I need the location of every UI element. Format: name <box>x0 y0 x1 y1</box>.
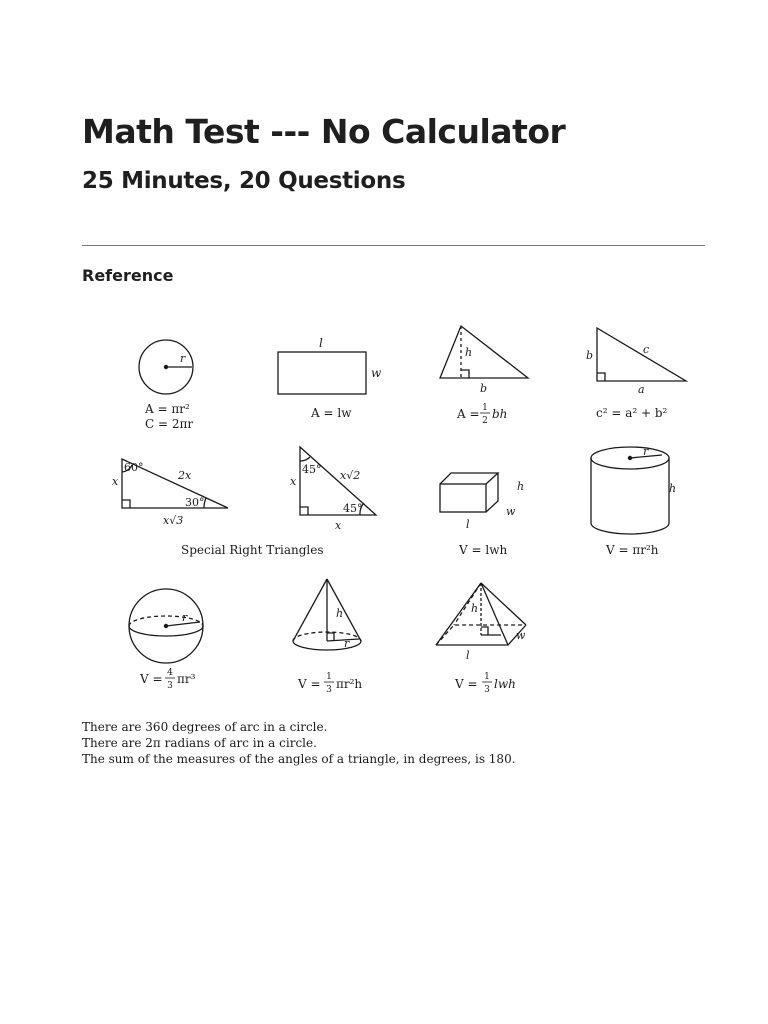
cone-fraction-denominator: 3 <box>326 685 332 695</box>
cone-fraction-numerator: 1 <box>326 672 332 682</box>
pyramid-fraction-denominator: 3 <box>484 685 490 695</box>
triangle-fraction-denominator: 2 <box>482 416 488 426</box>
cylinder-height-label: h <box>669 482 677 495</box>
box-width-label: w <box>506 505 516 518</box>
pythagorean-formula: c² = a² + b² <box>596 406 668 420</box>
triangle-figure <box>440 326 528 378</box>
circle-figure <box>139 340 193 394</box>
angle-45-top-label: 45° <box>302 463 322 476</box>
angle-45-bottom-label: 45° <box>343 502 363 515</box>
side-x-root2-label: x√2 <box>340 469 361 482</box>
triangle-45-45-90-figure <box>300 447 376 515</box>
pyramid-figure <box>436 583 526 645</box>
pyramid-formula-suffix: lwh <box>494 677 516 691</box>
cone-figure <box>293 579 361 650</box>
box-figure <box>440 473 498 512</box>
circle-area-formula: A = πr² <box>145 402 190 416</box>
right-triangle-hypotenuse-label: c <box>643 343 650 356</box>
cylinder-volume-formula: V = πr²h <box>606 543 659 557</box>
pyramid-width-label: w <box>516 629 526 642</box>
side-2x-label: 2x <box>178 469 192 482</box>
triangle-fraction-numerator: 1 <box>482 403 488 413</box>
special-right-triangles-caption: Special Right Triangles <box>181 543 324 557</box>
sphere-figure <box>129 589 203 663</box>
angle-30-label: 30° <box>185 496 205 509</box>
sphere-fraction-denominator: 3 <box>167 681 173 691</box>
sphere-formula-suffix: πr³ <box>177 672 196 686</box>
right-triangle-leg-b-label: b <box>586 349 594 362</box>
cylinder-radius-label: r <box>643 445 649 458</box>
triangle-formula-prefix: A = <box>457 407 480 421</box>
sphere-formula-prefix: V = <box>140 672 163 686</box>
page-subtitle: 25 Minutes, 20 Questions <box>82 168 406 194</box>
rectangle-length-label: l <box>319 336 323 350</box>
note-radians: There are 2π radians of arc in a circle. <box>82 736 317 750</box>
pyramid-height-label: h <box>471 602 479 615</box>
side-x-bottom-label: x <box>335 519 342 532</box>
cone-formula-prefix: V = <box>298 677 321 691</box>
box-volume-formula: V = lwh <box>459 543 508 557</box>
pyramid-fraction-numerator: 1 <box>484 672 490 682</box>
triangle-base-label: b <box>480 382 488 395</box>
right-triangle-leg-a-label: a <box>638 383 645 396</box>
right-triangle-figure <box>597 328 686 381</box>
page-title: Math Test --- No Calculator <box>82 112 566 151</box>
sphere-radius-label: r <box>182 611 188 624</box>
rectangle-area-formula: A = lw <box>311 406 352 420</box>
triangle-formula-suffix: bh <box>492 407 508 421</box>
circle-radius-label: r <box>180 352 186 365</box>
box-height-label: h <box>517 480 525 493</box>
note-triangle-angles: The sum of the measures of the angles of a triangle, in degrees, is 180. <box>82 752 516 766</box>
angle-60-label: 60° <box>124 461 144 474</box>
sphere-fraction-numerator: 4 <box>167 668 173 678</box>
cone-radius-label: r <box>344 637 350 650</box>
circle-circumference-formula: C = 2πr <box>145 417 194 431</box>
pyramid-formula-prefix: V = <box>455 677 478 691</box>
note-degrees: There are 360 degrees of arc in a circle. <box>82 720 328 734</box>
cone-height-label: h <box>336 607 344 620</box>
rectangle-width-label: w <box>371 366 382 380</box>
cylinder-figure <box>591 447 669 534</box>
reference-notes <box>82 719 516 767</box>
box-length-label: l <box>466 518 470 531</box>
rectangle-figure <box>278 352 366 394</box>
triangle-height-label: h <box>465 346 473 359</box>
cone-formula-suffix: πr²h <box>336 677 363 691</box>
side-x-root3-label: x√3 <box>163 514 184 527</box>
reference-heading: Reference <box>82 266 174 285</box>
pyramid-length-label: l <box>466 649 470 662</box>
side-x-label-45-45-90: x <box>290 475 297 488</box>
side-x-label-30-60-90: x <box>112 475 119 488</box>
